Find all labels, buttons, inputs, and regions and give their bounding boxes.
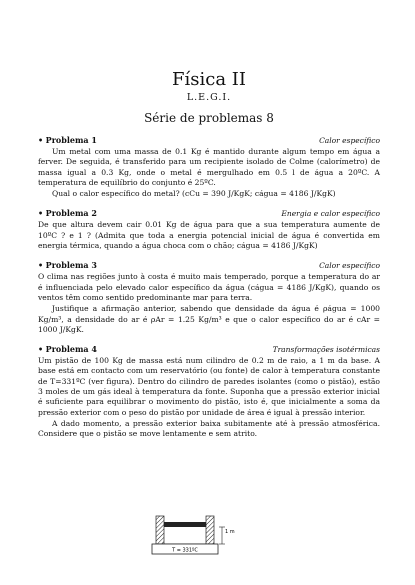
problem-paragraph: Justifique a afirmação anterior, sabendo que densidade da água é ρágua = 1000 Kg/m³, a densidade do ar é ρAr = 1.25 Kg/m³ e que o calor específico do ar é cAr = 1000 J/KgK. [38, 304, 380, 334]
piston-figure [138, 512, 258, 562]
cylinder-wall-left [156, 516, 164, 544]
problem-paragraph: De que altura devem cair 0.01 Kg de água para que a sua temperatura aumente de 10ºC ? e 1 ? (Admita que toda a energia potencial inicial de água é convertida em energia térmica, quando a água choca com o chão; cágua = 4186 J/KgK) [38, 220, 380, 251]
height-label: 1 m [225, 529, 235, 535]
problem-label: Problema 4 [45, 344, 97, 355]
problem-header [38, 208, 380, 219]
problem-paragraph: A dado momento, a pressão exterior baixa subitamente até à pressão atmosférica. Considere que o pistão se move lentamente e sem atrito. [38, 418, 380, 439]
problem-2 [38, 208, 380, 251]
problem-header [38, 135, 380, 146]
problem-topic: Transformações isotérmicas [272, 345, 380, 355]
series-title: Série de problemas 8 [144, 111, 274, 125]
bullet-icon: • [38, 260, 44, 271]
cylinder-wall-right [206, 516, 214, 544]
course-subtitle: L.E.G.I. [186, 92, 232, 103]
document-title: Física II [172, 69, 246, 90]
problem-paragraph: Qual o calor específico do metal? (cCu = 390 J/KgK; cágua = 4186 J/KgK) [52, 189, 336, 199]
problem-3 [38, 260, 380, 335]
problem-4 [38, 344, 380, 439]
bullet-icon: • [38, 208, 44, 219]
problem-paragraph: Um metal com uma massa de 0.1 Kg é mantido durante algum tempo em água a ferver. De seguida, é transferido para um recipiente isolado de Colme (calorímetro) de massa igual a 0.3 Kg, onde o metal é mergulhado em 0.5 l de água a 20ºC. A temperatura de equilíbrio do conjunto é 25ºC. [38, 147, 380, 187]
problem-label: Problema 2 [45, 208, 97, 219]
problem-topic: Energia e calor específico [281, 209, 380, 219]
problem-label: Problema 3 [45, 260, 97, 271]
problem-label: Problema 1 [45, 135, 97, 145]
problem-topic: Calor específico [319, 136, 380, 145]
problem-header [38, 260, 380, 271]
bullet-icon: • [38, 344, 44, 355]
problem-topic: Calor específico [319, 261, 380, 271]
problem-paragraph: Um pistão de 100 Kg de massa está num cilindro de 0.2 m de raio, a 1 m da base. A base está em contacto com um reservatório (ou fonte) de calor à temperatura constante de T=331ºC (ver figura). Dentro do cilindro de paredes isolantes (como o pistão), estão 3 moles de um gás ideal à temperatura da fonte. Suponha que a pressão exterior inicial é suficiente para equilibrar o movimento do pistão, isto é, que inicialmente a soma da pressão exterior com o peso do pistão por unidade de área é igual à pressão interior. [38, 356, 380, 417]
document-page [38, 70, 380, 440]
bullet-icon: • [38, 135, 44, 145]
problem-1 [38, 135, 380, 199]
problem-header [38, 344, 380, 355]
problem-paragraph: O clima nas regiões junto à costa é muito mais temperado, porque a temperatura do ar é influenciada pelo elevado calor específico da água (cágua = 4186 J/KgK), quando os ventos têm como sentido predominante mar para terra. [38, 272, 380, 302]
reservoir-temperature-label: T = 331ºC [172, 547, 198, 554]
piston [164, 522, 206, 527]
